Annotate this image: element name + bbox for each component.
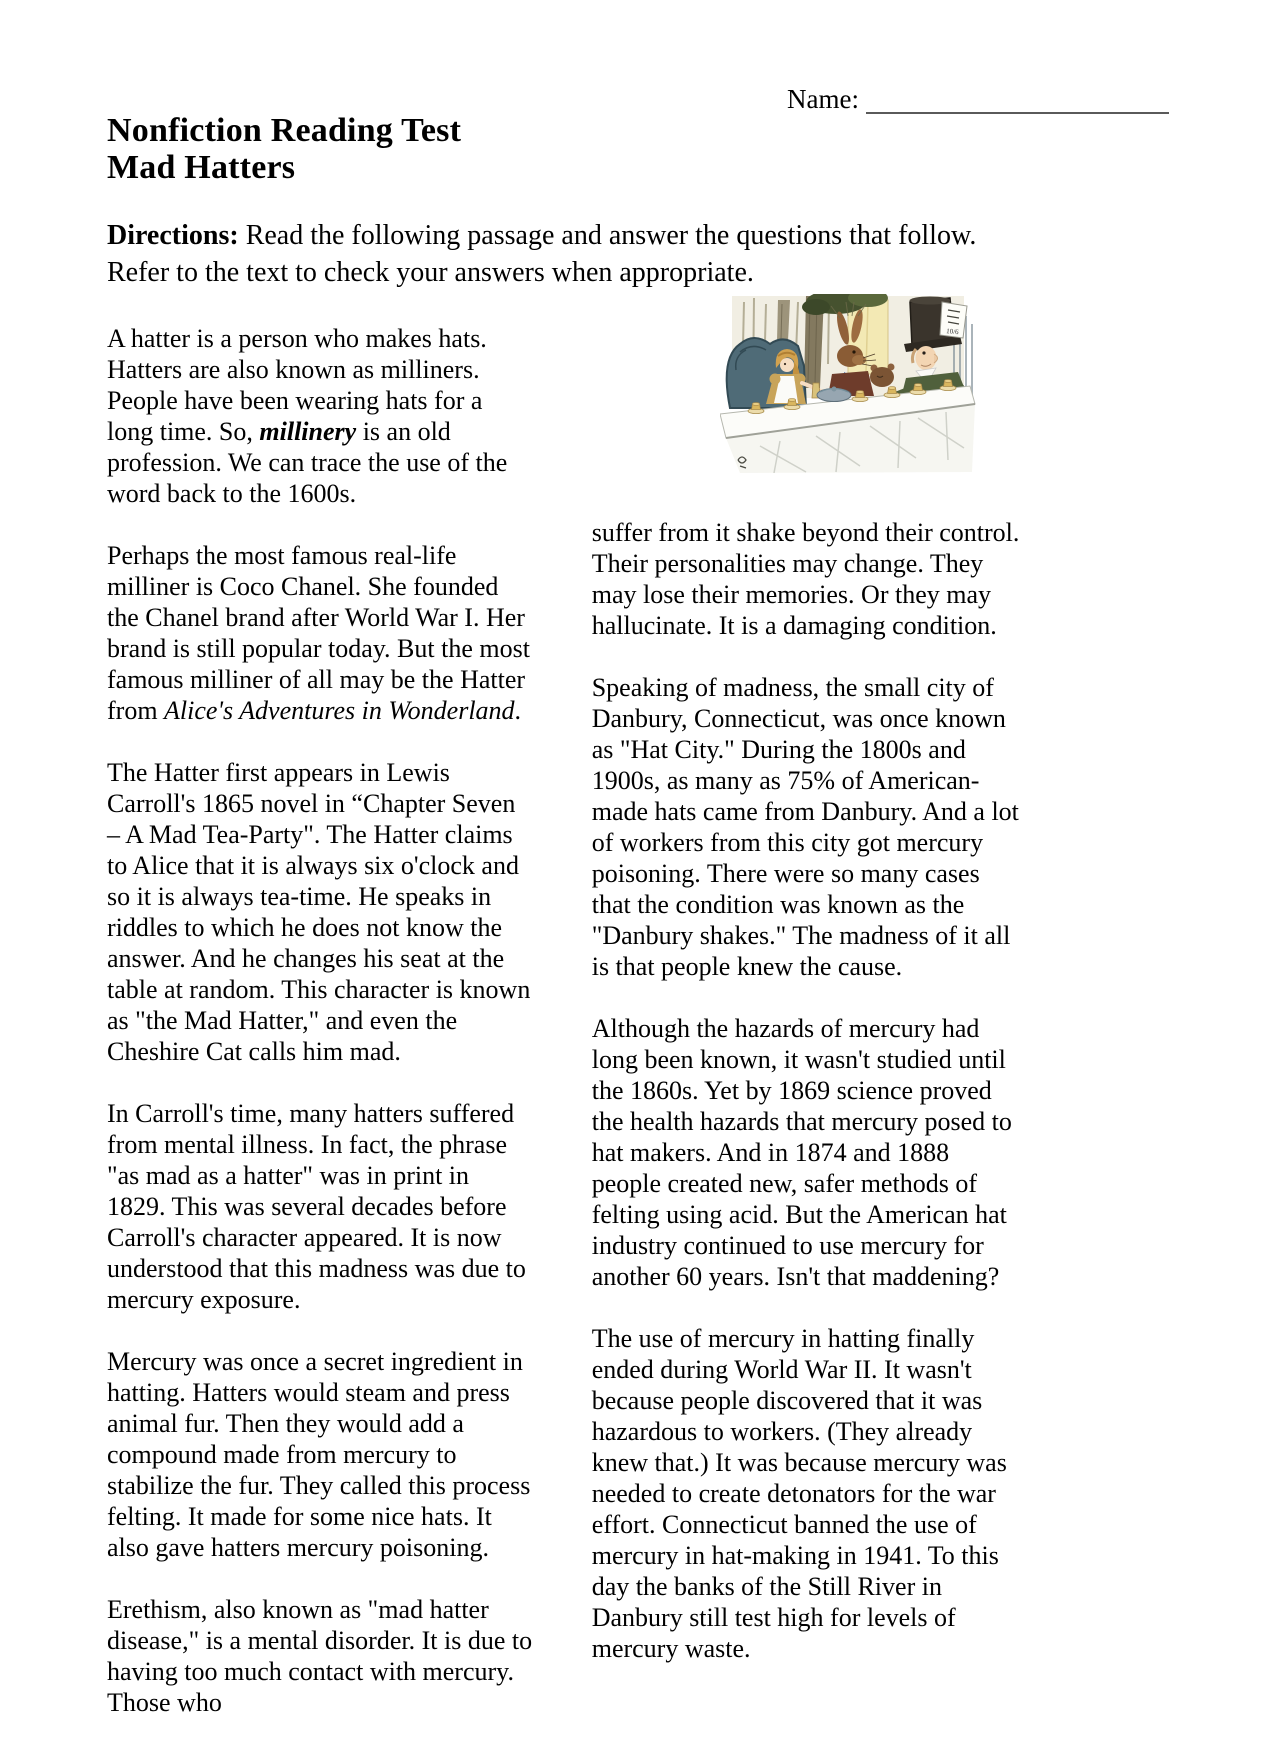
- title-line-1: Nonfiction Reading Test: [107, 112, 462, 149]
- passage-paragraph: [592, 672, 1022, 982]
- passage-text-segment: is an old profession. We can trace the use of the word back to the 1600s.: [107, 417, 508, 508]
- tea-party-svg: [720, 294, 976, 473]
- name-label: Name:: [787, 84, 859, 114]
- passage-paragraph: [592, 1323, 1022, 1664]
- passage-text-segment: Speaking of madness, the small city of Danbury, Connecticut, was once known as "Hat City." During the 1800s and 1900s, as many as 75% of American-made hats came from Danbury. And a lot of workers from this city got mercury poisoning. There were so many cases that the condition was known as the "Danbury shakes." The madness of it all is that people knew the cause.: [591, 673, 1019, 981]
- hat-price-tag: 10/6: [945, 327, 959, 337]
- name-fill-line[interactable]: [866, 88, 1169, 114]
- passage-paragraph: [107, 1098, 534, 1315]
- directions: [107, 217, 1022, 291]
- directions-label: Directions:: [107, 220, 239, 251]
- passage-right-column-text: [592, 517, 1022, 1664]
- passage-text-segment: .: [514, 696, 522, 725]
- passage-text-segment: Erethism, also known as "mad hatter disease," is a mental disorder. It is due to having too much contact with mercury. Those who: [107, 1595, 533, 1717]
- dormouse-figure: [870, 364, 895, 388]
- passage-paragraph: [592, 517, 1022, 641]
- passage-text-segment: Alice's Adventures in Wonderland: [164, 696, 515, 725]
- passage-text-segment: Perhaps the most famous real-life milliner is Coco Chanel. She founded the Chanel brand after World War I. Her brand is still popular today. But the most famous milliner of all may be the Hatter from: [107, 541, 530, 725]
- passage-text-segment: suffer from it shake beyond their control. Their personalities may change. They may lose their memories. Or they may hallucinate. It is a damaging condition.: [591, 518, 1020, 640]
- passage-paragraph: [107, 757, 534, 1067]
- passage-right-column: [592, 291, 1022, 1749]
- passage-paragraph: [107, 1594, 534, 1718]
- title-line-2: Mad Hatters: [107, 149, 296, 186]
- passage-left-column: [107, 291, 534, 1749]
- page-title: [107, 112, 1022, 186]
- passage-text-segment: millinery: [259, 417, 357, 446]
- passage-text-segment: The use of mercury in hatting finally ended during World War II. It wasn't because people discovered that it was hazardous to workers. (They already knew that.) It was because mercury was needed to create detonators for the war effort. Connecticut banned the use of mercury in hat-making in 1941. To this day the banks of the Still River in Danbury still test high for levels of mercury waste.: [591, 1324, 1007, 1663]
- passage-text-segment: The Hatter first appears in Lewis Carroll's 1865 novel in “Chapter Seven – A Mad Tea-Party". The Hatter claims to Alice that it is always six o'clock and so it is always tea-time. He speaks in riddles to which he does not know the answer. And he changes his seat at the table at random. This character is known as "the Mad Hatter," and even the Cheshire Cat calls him mad.: [107, 758, 531, 1066]
- name-row: [787, 84, 1169, 114]
- passage-text-segment: Mercury was once a secret ingredient in hatting. Hatters would steam and press animal fur. Then they would add a compound made from mercury to stabilize the fur. They called this process felting. It made for some nice hats. It also gave hatters mercury poisoning.: [107, 1347, 531, 1562]
- passage-paragraph: [107, 540, 534, 726]
- directions-text: Read the following passage and answer the questions that follow. Refer to the text to check your answers when appropriate.: [107, 220, 977, 288]
- passage-paragraph: [107, 323, 534, 509]
- passage-text-segment: Although the hazards of mercury had long been known, it wasn't studied until the 1860s. Yet by 1869 science proved the health hazards that mercury posed to hat makers. And in 1874 and 1888 people created new, safer methods of felting using acid. But the American hat industry continued to use mercury for another 60 years. Isn't that maddening?: [591, 1014, 1012, 1291]
- passage-paragraph: [592, 1013, 1022, 1292]
- passage-paragraph: [107, 1346, 534, 1563]
- tea-party-illustration: [720, 294, 976, 473]
- passage-columns: [107, 291, 1022, 1749]
- passage-text-segment: In Carroll's time, many hatters suffered from mental illness. In fact, the phrase "as mad as a hatter" was in print in 1829. This was several decades before Carroll's character appeared. It is now understood that this madness was due to mercury exposure.: [107, 1099, 526, 1314]
- passage-text-segment: A hatter is a person who makes hats. Hatters are also known as milliners. People have been wearing hats for a long time. So,: [107, 324, 487, 446]
